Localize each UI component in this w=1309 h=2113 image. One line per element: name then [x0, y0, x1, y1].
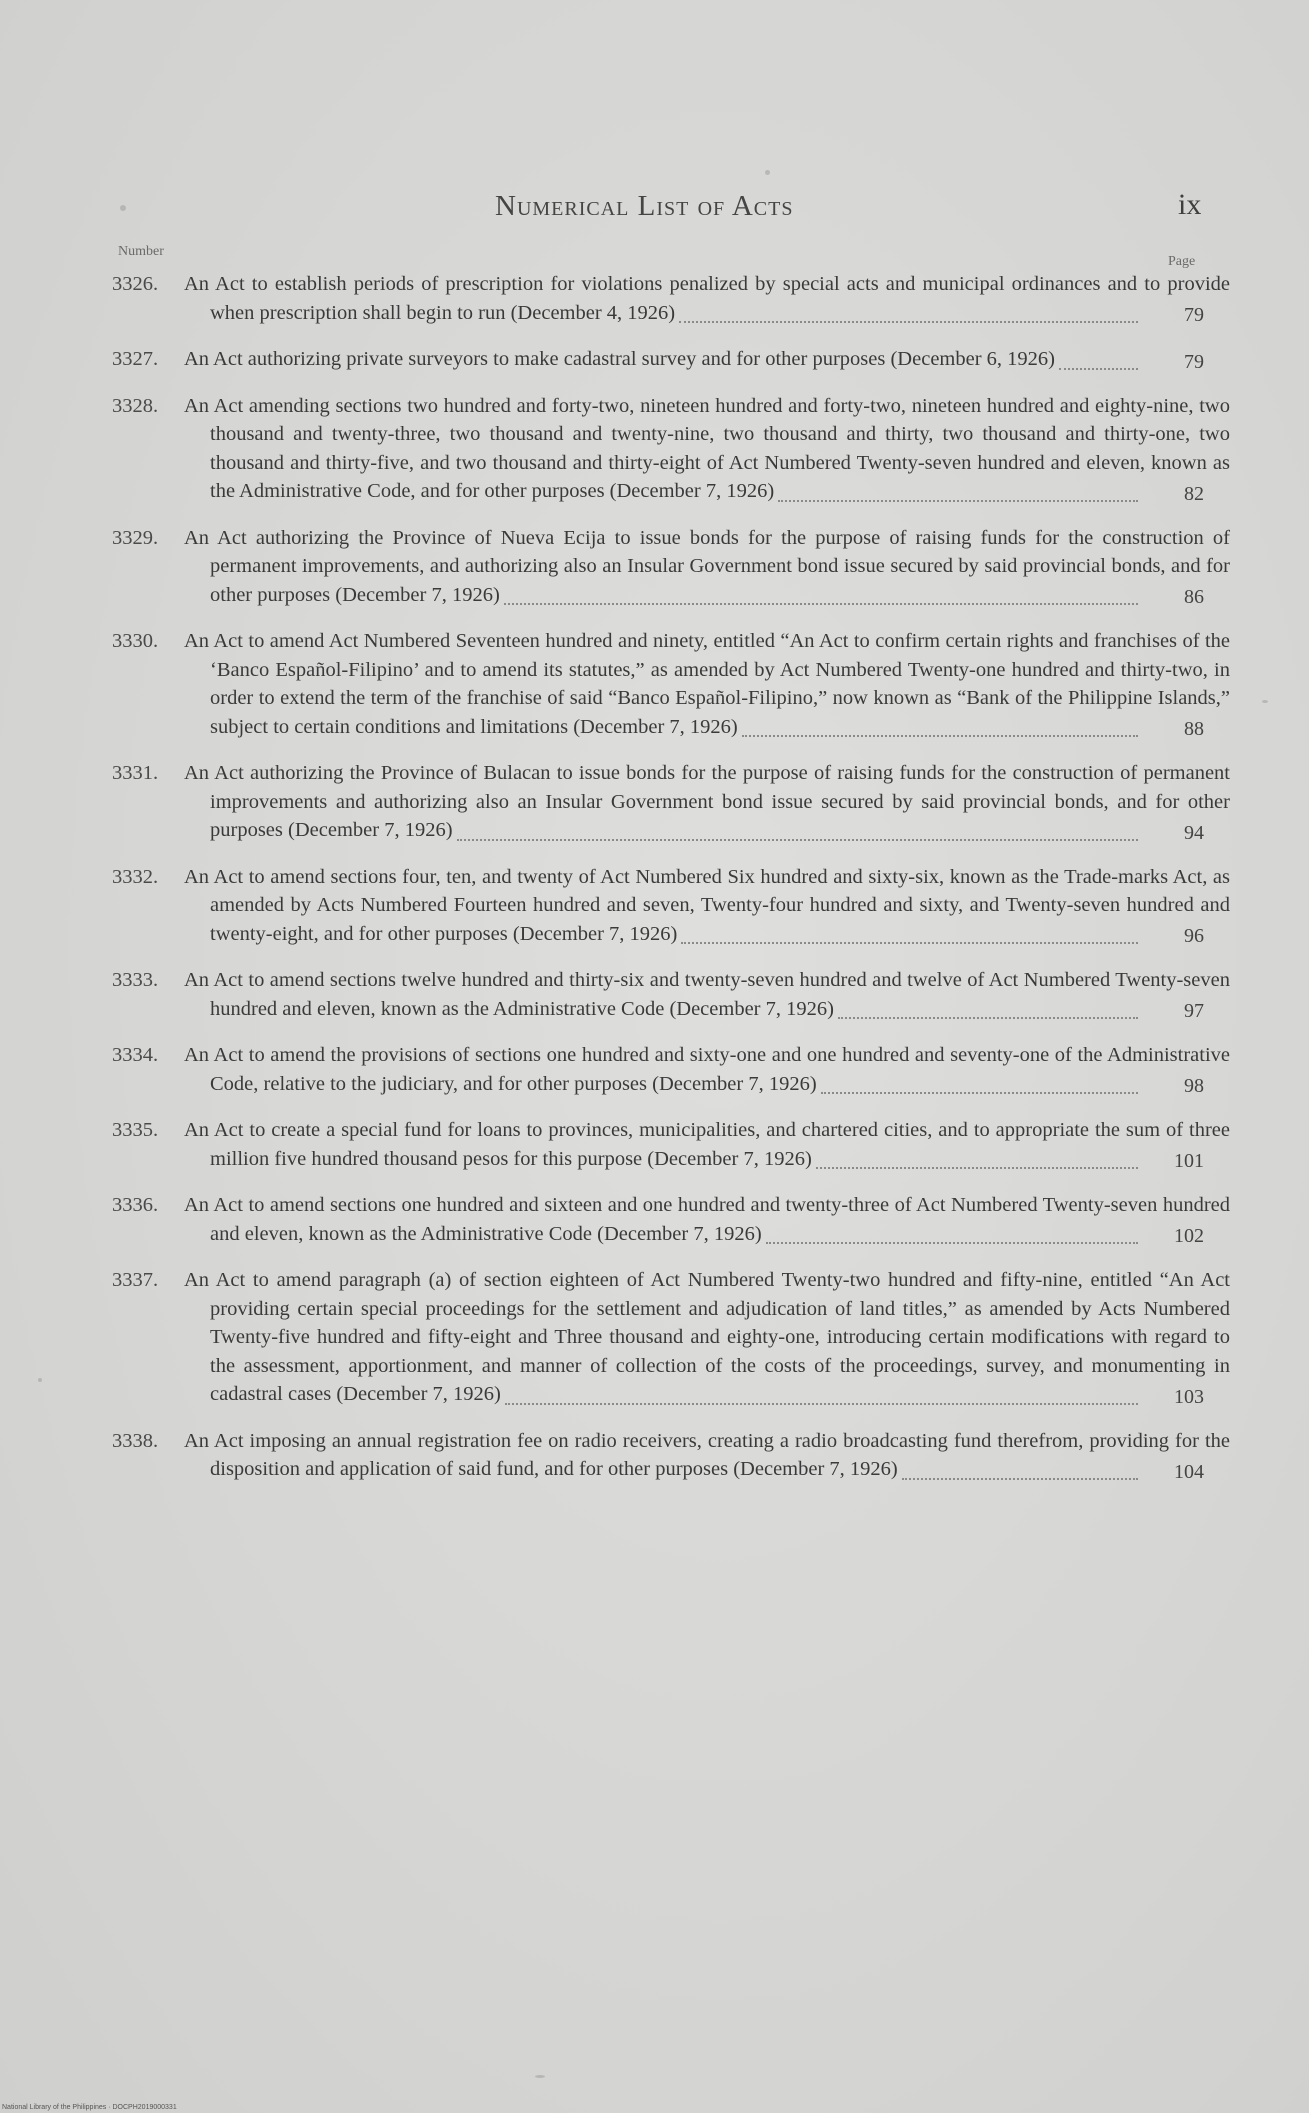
- act-date: (December 7, 1926): [597, 1222, 762, 1245]
- page-number: ix: [1178, 188, 1202, 221]
- paper-speck: [120, 205, 126, 211]
- act-number: 3336.: [112, 1194, 159, 1216]
- act-title: An Act to amend sections four, ten, and twenty of Act Numbered Six hundred and sixty-six, known as the Trade-marks Act, as amended by Acts Numbered Fourteen hundred and seven, Twenty-four hundred and sixty, and Twenty-seven hundred and twenty-eight, and for other purposes: [184, 865, 1230, 945]
- acts-list: [0, 270, 1309, 1502]
- act-page-number: 88: [1184, 718, 1204, 740]
- act-page-number: 82: [1184, 482, 1204, 505]
- act-title: An Act to amend sections one hundred and sixteen and one hundred and twenty-three of Act Numbered Twenty-seven hundred and eleven, known as the Administrative Code: [184, 1194, 1230, 1245]
- act-number: 3333.: [112, 969, 159, 991]
- leader-dots: [766, 1242, 1138, 1244]
- leader-dots: [838, 1017, 1138, 1019]
- leader-dots: [457, 839, 1138, 841]
- act-entry: [0, 345, 1309, 392]
- act-page-number: 103: [1174, 1385, 1204, 1408]
- act-number: 3330.: [112, 630, 159, 652]
- paper-speck: [38, 1378, 42, 1382]
- act-entry: [0, 270, 1309, 345]
- act-date: (December 7, 1926): [669, 997, 834, 1020]
- act-title: An Act authorizing the Province of Bulacan to issue bonds for the purpose of raising funds for the construction of permanent improvements and authorizing also an Insular Government bond issue secured by said provincial bonds, and for other purposes: [184, 762, 1230, 841]
- act-entry: [0, 627, 1309, 759]
- act-date: (December 4, 1926): [510, 301, 676, 324]
- act-title: An Act to amend sections twelve hundred and thirty-six and twenty-seven hundred and twelve of Act Numbered Twenty-seven hundred and eleven, known as the Administrative Code: [184, 969, 1230, 1020]
- act-date: (December 7, 1926): [647, 1147, 812, 1170]
- scan-footer-note: National Library of the Philippines · DOCPH2019000331: [2, 2104, 177, 2111]
- act-title: An Act authorizing the Province of Nueva Ecija to issue bonds for the purpose of raising funds for the construction of permanent improvements, and authorizing also an Insular Government bond issue secured by said provincial bonds, and for other purposes: [184, 526, 1230, 606]
- act-page-number: 102: [1174, 1225, 1204, 1247]
- act-entry: [0, 1266, 1309, 1427]
- act-number: 3326.: [112, 273, 159, 295]
- act-number: 3338.: [112, 1429, 159, 1452]
- act-page-number: 97: [1184, 1000, 1204, 1022]
- running-title: Numerical List of Acts: [495, 190, 794, 222]
- leader-dots: [742, 735, 1138, 737]
- act-title: An Act authorizing private surveyors to make cadastral survey and for other purposes: [184, 348, 886, 370]
- leader-dots: [679, 321, 1138, 323]
- act-page-number: 104: [1174, 1460, 1204, 1483]
- leader-dots: [1059, 368, 1138, 370]
- act-page-number: 94: [1184, 821, 1204, 844]
- leader-dots: [504, 603, 1138, 605]
- paper-speck: [1262, 700, 1268, 703]
- act-entry: [0, 759, 1309, 863]
- act-entry: [0, 863, 1309, 967]
- leader-dots: [681, 942, 1138, 944]
- act-entry: [0, 1191, 1309, 1266]
- act-title: An Act to establish periods of prescription for violations penalized by special acts and municipal ordinances and to provide when prescription shall begin to run: [184, 273, 1230, 324]
- act-date: (December 7, 1926): [335, 583, 500, 606]
- act-entry: [0, 1041, 1309, 1116]
- act-page-number: 101: [1174, 1150, 1204, 1172]
- act-entry: [0, 524, 1309, 628]
- act-date: (December 7, 1926): [609, 480, 775, 502]
- act-entry: [0, 1116, 1309, 1191]
- act-number: 3334.: [112, 1044, 159, 1066]
- act-title: An Act amending sections two hundred and forty-two, nineteen hundred and forty-two, nineteen hundred and eighty-nine, two thousand and twenty-three, two thousand and twenty-nine, two thousand and thirty, two thousand and thirty-one, two thousand and thirty-five, and two thousand and thirty-eight of Act Numbered Twenty-seven hundred and eleven, known as the Administrative Code, and for other purposes: [184, 394, 1230, 502]
- act-date: (December 7, 1926): [573, 715, 738, 738]
- paper-speck: [765, 170, 770, 175]
- leader-dots: [821, 1092, 1138, 1094]
- page-column-label: Page: [1168, 254, 1196, 269]
- act-page-number: 86: [1184, 586, 1204, 608]
- act-number: 3327.: [112, 348, 159, 370]
- act-page-number: 79: [1184, 350, 1204, 373]
- act-date: (December 6, 1926): [890, 348, 1055, 370]
- act-date: (December 7, 1926): [733, 1458, 898, 1480]
- number-column-label: Number: [118, 244, 164, 259]
- act-entry: [0, 392, 1309, 524]
- act-number: 3335.: [112, 1119, 159, 1141]
- act-date: (December 7, 1926): [652, 1072, 817, 1095]
- act-page-number: 98: [1184, 1075, 1204, 1097]
- act-number: 3331.: [112, 762, 159, 784]
- act-number: 3329.: [112, 526, 159, 549]
- act-date: (December 7, 1926): [512, 922, 678, 945]
- column-headings: [0, 244, 1309, 269]
- act-title: An Act imposing an annual registration fee on radio receivers, creating a radio broadcasting fund therefrom, providing for the disposition and application of said fund, and for other purposes: [184, 1429, 1230, 1480]
- leader-dots: [902, 1478, 1138, 1480]
- paper-speck: [535, 2075, 545, 2078]
- leader-dots: [778, 500, 1138, 502]
- act-title: An Act to create a special fund for loans to provinces, municipalities, and chartered cities, and to appropriate the sum of three million five hundred thousand pesos for this purpose: [184, 1119, 1230, 1170]
- act-title: An Act to amend the provisions of sections one hundred and sixty-one and one hundred and seventy-one of the Administrative Code, relative to the judiciary, and for other purposes: [184, 1044, 1230, 1095]
- act-page-number: 79: [1184, 304, 1204, 326]
- act-number: 3337.: [112, 1269, 159, 1291]
- act-date: (December 7, 1926): [336, 1383, 501, 1405]
- act-date: (December 7, 1926): [288, 819, 453, 841]
- act-entry: [0, 1427, 1309, 1502]
- act-title: An Act to amend paragraph (a) of section eighteen of Act Numbered Twenty-two hundred and fifty-nine, entitled “An Act providing certain special proceedings for the settlement and adjudication of land titles,” as amended by Acts Numbered Twenty-five hundred and fifty-eight and Three thousand and eighty-one, introducing certain modifications with regard to the assessment, apportionment, and manner of collection of the costs of the proceedings, survey, and monumenting in cadastral cases: [184, 1269, 1230, 1405]
- act-number: 3328.: [112, 394, 159, 417]
- act-number: 3332.: [112, 865, 159, 888]
- act-entry: [0, 966, 1309, 1041]
- leader-dots: [816, 1167, 1138, 1169]
- leader-dots: [505, 1403, 1138, 1405]
- page-header: [0, 190, 1309, 230]
- act-page-number: 96: [1184, 925, 1204, 947]
- act-title: An Act to amend Act Numbered Seventeen hundred and ninety, entitled “An Act to confirm certain rights and franchises of the ‘Banco Español-Filipino’ and to amend its statutes,” as amended by Act Numbered Twenty-one hundred and thirty-two, in order to extend the term of the franchise of said “Banco Español-Filipino,” now known as “Bank of the Philippine Islands,” subject to certain conditions and limitations: [184, 630, 1230, 738]
